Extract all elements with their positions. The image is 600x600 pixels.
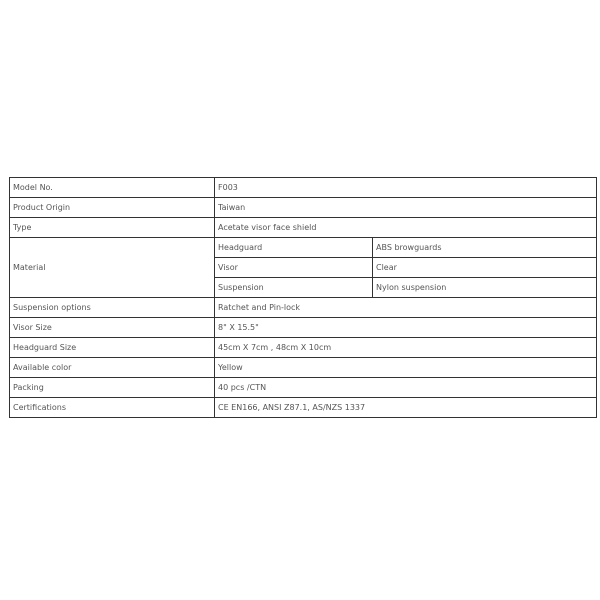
- spec-label: Suspension options: [10, 298, 215, 318]
- material-part: Headguard: [215, 238, 373, 258]
- spec-label: Product Origin: [10, 198, 215, 218]
- table-row: [10, 198, 597, 218]
- table-row: [10, 318, 597, 338]
- spec-value: 40 pcs /CTN: [215, 378, 597, 398]
- spec-table: [9, 177, 597, 418]
- material-part: Visor: [215, 258, 373, 278]
- spec-value: 45cm X 7cm , 48cm X 10cm: [215, 338, 597, 358]
- spec-label: Available color: [10, 358, 215, 378]
- table-row: [10, 398, 597, 418]
- spec-value: Ratchet and Pin-lock: [215, 298, 597, 318]
- spec-value: F003: [215, 178, 597, 198]
- table-row: [10, 238, 597, 258]
- spec-label: Visor Size: [10, 318, 215, 338]
- table-row: [10, 378, 597, 398]
- material-value: Nylon suspension: [373, 278, 597, 298]
- spec-label: Headguard Size: [10, 338, 215, 358]
- spec-value: Taiwan: [215, 198, 597, 218]
- spec-label: Model No.: [10, 178, 215, 198]
- table-row: [10, 338, 597, 358]
- spec-value: CE EN166, ANSI Z87.1, AS/NZS 1337: [215, 398, 597, 418]
- spec-label: Packing: [10, 378, 215, 398]
- table-row: [10, 298, 597, 318]
- spec-value: Acetate visor face shield: [215, 218, 597, 238]
- table-row: [10, 178, 597, 198]
- table-row: [10, 358, 597, 378]
- table-row: [10, 218, 597, 238]
- spec-label: Type: [10, 218, 215, 238]
- spec-label: Certifications: [10, 398, 215, 418]
- material-value: Clear: [373, 258, 597, 278]
- material-part: Suspension: [215, 278, 373, 298]
- spec-value: 8" X 15.5": [215, 318, 597, 338]
- material-value: ABS browguards: [373, 238, 597, 258]
- spec-value: Yellow: [215, 358, 597, 378]
- material-label: Material: [10, 238, 215, 298]
